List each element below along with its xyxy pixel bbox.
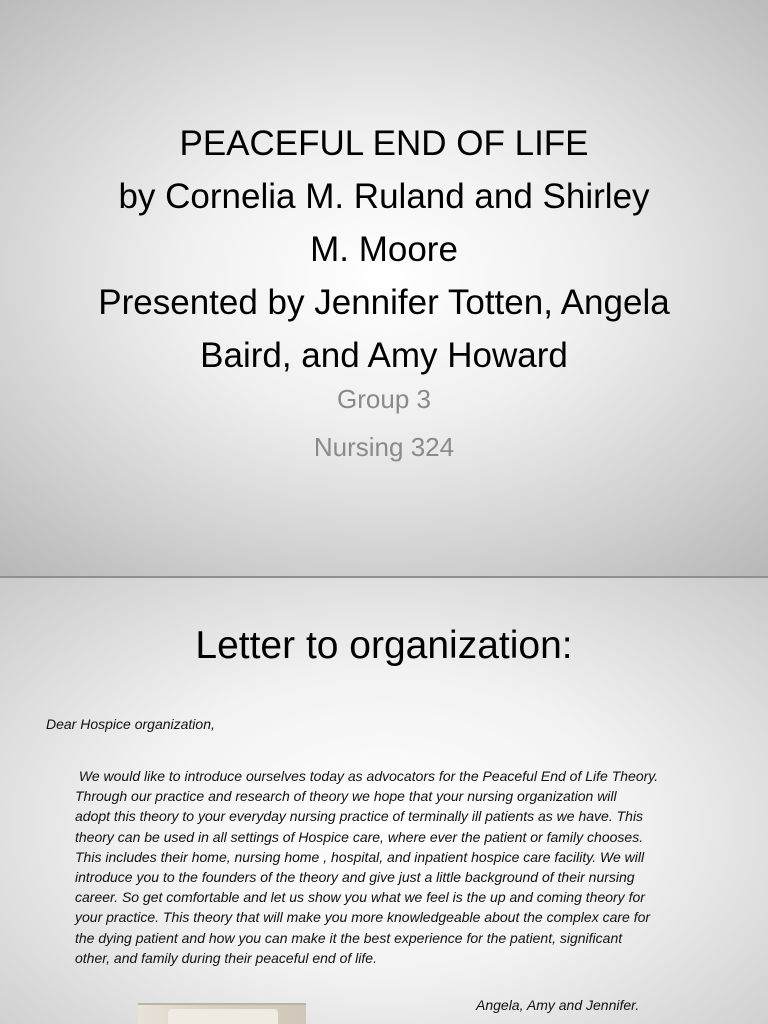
body-line: adopt this theory to your everyday nursing practice of terminally ill patients as we have. This <box>75 808 644 825</box>
title-line: Baird, and Amy Howard <box>200 336 568 375</box>
title-line: Presented by Jennifer Totten, Angela <box>98 283 670 322</box>
title-line: by Cornelia M. Ruland and Shirley <box>118 177 650 216</box>
subtitle-group: Group 3 <box>337 384 431 414</box>
photo-detail <box>168 1009 278 1024</box>
salutation: Dear Hospice organization, <box>46 716 215 732</box>
letter-title: Letter to organization: <box>195 624 573 667</box>
body-line: introduce you to the founders of the theory and give just a little background of their nursing <box>75 869 635 886</box>
title-line: M. Moore <box>310 230 458 269</box>
slide-title <box>30 117 738 382</box>
letter-body <box>75 766 725 968</box>
body-line: career. So get comfortable and let us show you what we feel is the up and coming theory for <box>75 889 645 906</box>
photo-image <box>138 1003 306 1024</box>
body-line: the dying patient and how you can make it the best experience for the patient, significant <box>75 929 623 946</box>
subtitle-course: Nursing 324 <box>313 432 455 462</box>
letter-signoff: Angela, Amy and Jennifer. <box>476 997 640 1013</box>
body-line: theory can be used in all settings of Hospice care, where ever the patient or family chooses. <box>75 828 644 845</box>
body-line: your practice. This theory that will make you more knowledgeable about the complex care for <box>75 909 651 926</box>
title-line: PEACEFUL END OF LIFE <box>179 124 589 163</box>
body-line: This includes their home, nursing home , hospital, and inpatient hospice care facility. We will <box>75 848 645 865</box>
body-line: Through our practice and research of theory we hope that your nursing organization will <box>75 788 617 805</box>
body-line: We would like to introduce ourselves today as advocators for the Peaceful End of Life Theory. <box>75 768 659 784</box>
body-line: other, and family during their peaceful end of life. <box>75 949 377 966</box>
letter-slide <box>0 578 768 1024</box>
